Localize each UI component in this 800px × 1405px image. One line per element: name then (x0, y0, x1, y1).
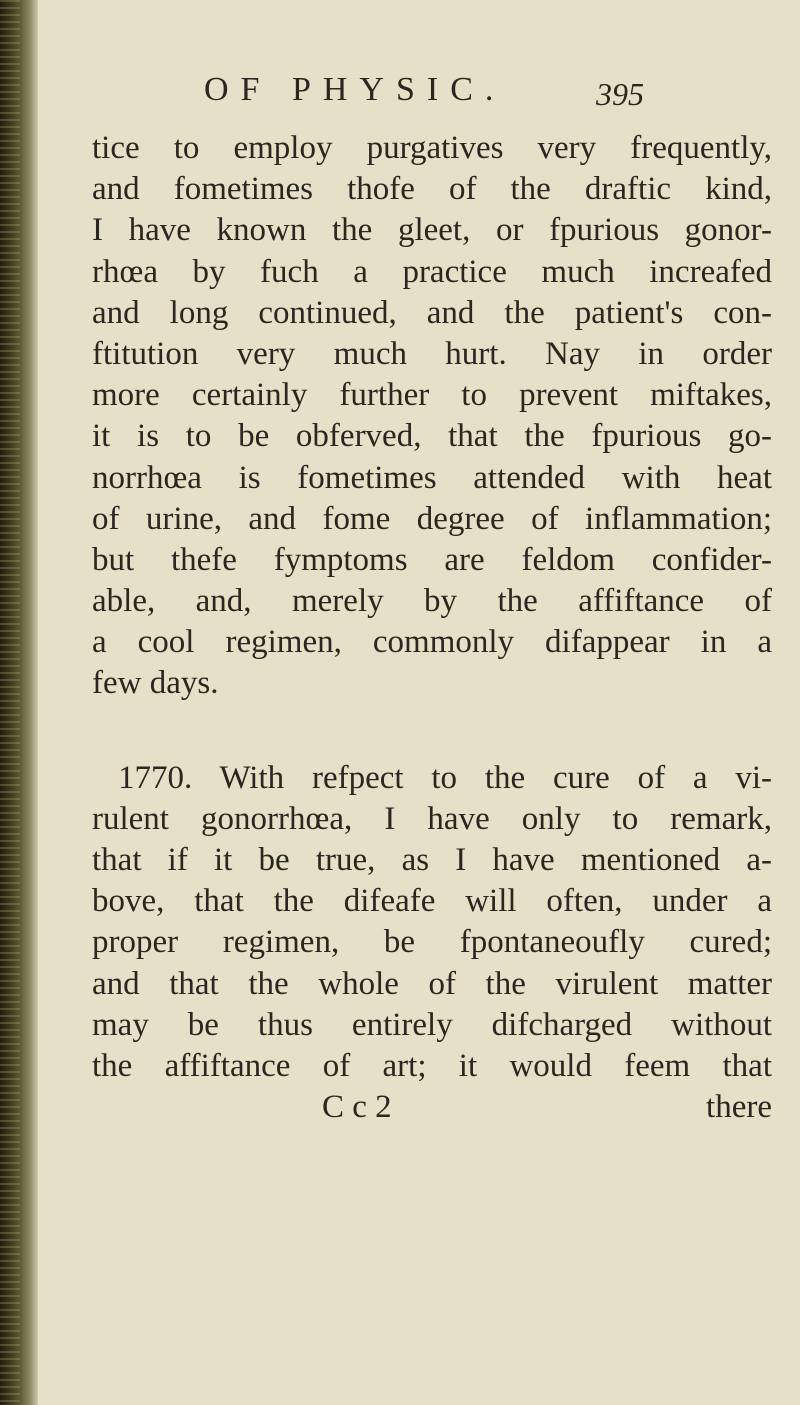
text-line: and fometimes thofe of the draftic kind, (92, 171, 772, 208)
signature-mark: C c 2 (322, 1089, 392, 1126)
text-line: it is to be obferved, that the fpurious go- (92, 418, 772, 455)
text-line: norrhœa is fometimes attended with heat (92, 459, 772, 496)
paragraph-1 (92, 128, 772, 705)
spine-binding-texture (0, 0, 20, 1405)
text-line: proper regimen, be fpontaneoufly cured; (92, 924, 772, 961)
catchline (92, 1087, 772, 1128)
text-line: bove, that the difeafe will often, under a (92, 883, 772, 920)
text-line: and long continued, and the patient's con- (92, 294, 772, 331)
text-line: of urine, and fome degree of inflammation; (92, 500, 772, 537)
text-line: 1770. With refpect to the cure of a vi- (118, 759, 772, 796)
catchword: there (706, 1089, 772, 1126)
paragraph-2 (92, 758, 772, 1088)
page-body (92, 128, 772, 1128)
text-line: but thefe fymptoms are feldom confider- (92, 541, 772, 578)
running-head-title: OF PHYSIC. (204, 71, 506, 108)
text-line: a cool regimen, commonly difappear in a (92, 624, 772, 661)
text-line: the affiftance of art; it would feem that (92, 1047, 772, 1084)
text-line: I have known the gleet, or fpurious gonor- (92, 212, 772, 249)
text-line: rhœa by fuch a practice much increafed (92, 253, 772, 290)
text-line: may be thus entirely difcharged without (92, 1006, 772, 1043)
text-line: tice to employ purgatives very frequently, (92, 130, 772, 166)
text-line: rulent gonorrhœa, I have only to remark, (92, 800, 772, 837)
text-line: able, and, merely by the affiftance of (92, 583, 772, 620)
page-number: 395 (596, 76, 644, 112)
text-line: few days. (92, 665, 219, 702)
text-line: more certainly further to prevent miftakes, (92, 377, 772, 414)
text-line: and that the whole of the virulent matter (92, 965, 772, 1002)
text-line: ftitution very much hurt. Nay in order (92, 335, 772, 372)
text-line: that if it be true, as I have mentioned a- (92, 842, 772, 878)
paragraph-gap (92, 705, 772, 758)
